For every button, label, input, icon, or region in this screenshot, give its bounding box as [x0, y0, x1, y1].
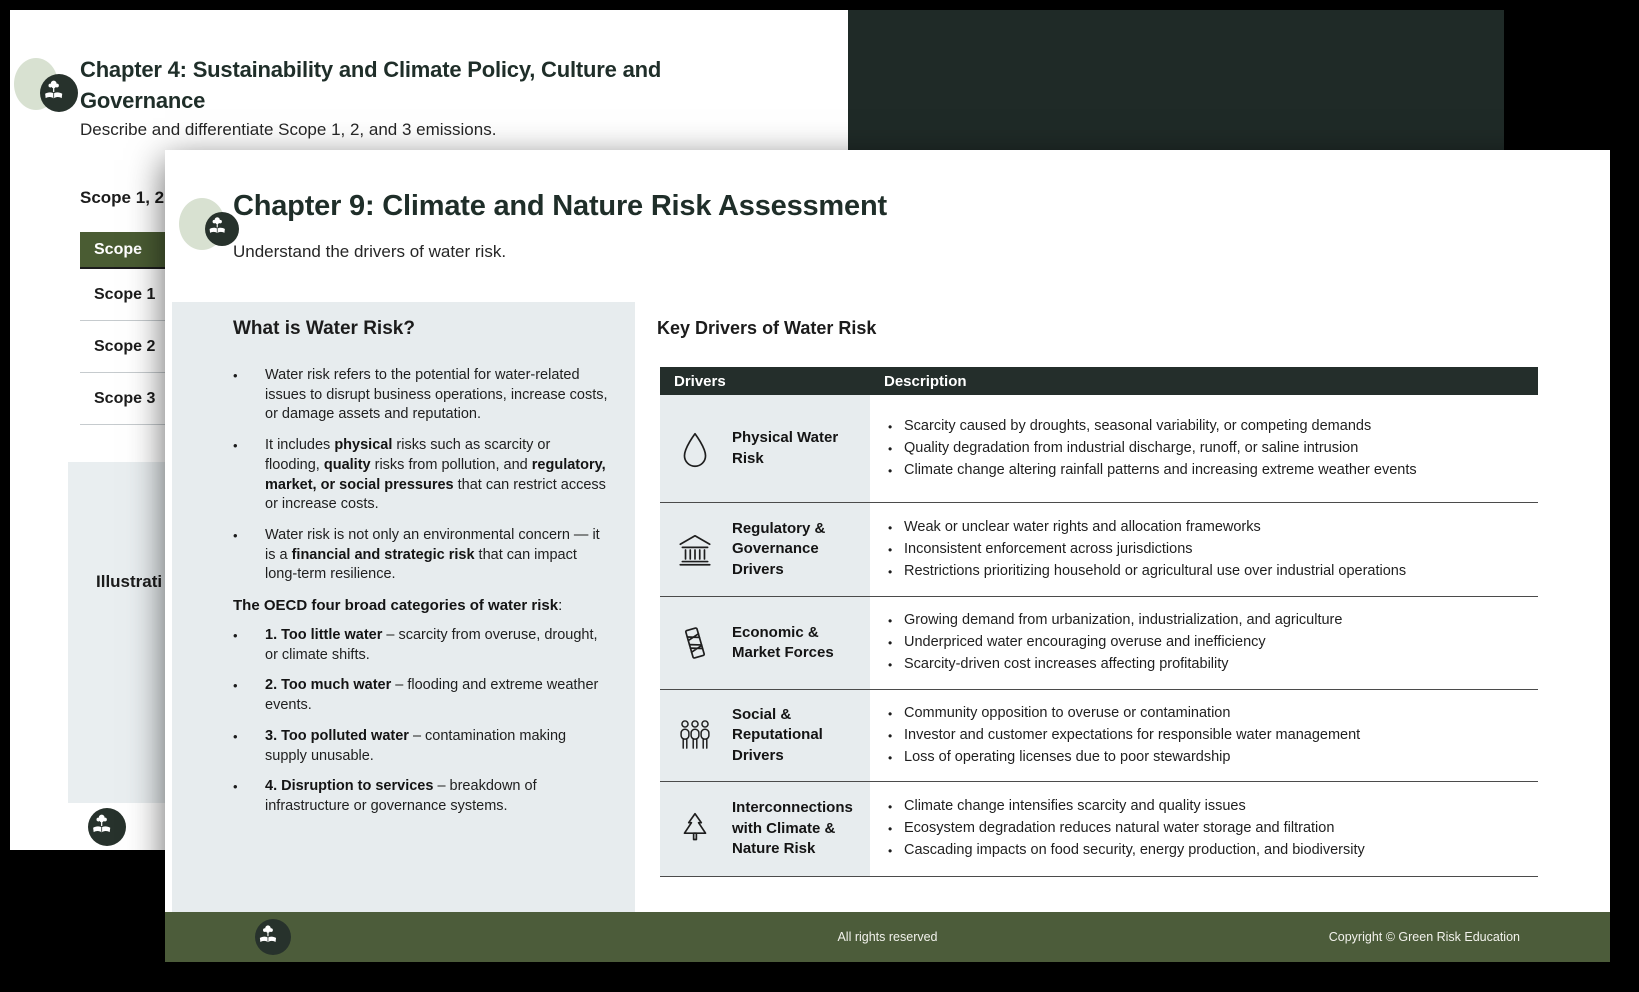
slide-accent-block	[848, 10, 1504, 155]
slide-footer	[165, 912, 1610, 962]
key-drivers-heading: Key Drivers of Water Risk	[657, 318, 877, 338]
bullet-text: Climate change altering rainfall patterns and increasing extreme weather events	[904, 461, 1417, 478]
driver-label: Regulatory & Governance Drivers	[732, 519, 826, 578]
bullet-text: Scarcity-driven cost increases affecting profitability	[904, 656, 1229, 672]
bullet-text: Community opposition to overuse or contamination	[904, 704, 1231, 721]
bullet-text: Cascading impacts on food security, energy production, and biodiversity	[904, 842, 1365, 858]
description-cell	[870, 597, 1538, 689]
list-item	[888, 632, 1342, 654]
list-item	[888, 517, 1406, 539]
description-cell	[870, 395, 1538, 502]
list-item	[888, 747, 1360, 769]
oecd-heading	[233, 597, 609, 614]
bullet-icon: •	[888, 822, 893, 836]
driver-label: Interconnections with Climate & Nature Risk	[732, 799, 853, 858]
bullet-text: Growing demand from urbanization, industrialization, and agriculture	[904, 612, 1343, 628]
bullet-icon: •	[233, 728, 238, 744]
bullet-icon: •	[888, 800, 893, 814]
bullet-text: Inconsistent enforcement across jurisdictions	[904, 540, 1193, 557]
description-column-header: Description	[884, 372, 967, 390]
list-item	[888, 703, 1360, 725]
driver-cell	[660, 597, 870, 689]
bullet-text: Water risk is not only an environmental concern — it is a financial and strategic risk that can impact long-term resilience.	[265, 526, 600, 583]
bullet-icon: •	[233, 438, 238, 454]
scope-section-heading: Scope 1, 2	[80, 188, 165, 207]
bullet-text: 1. Too little water – scarcity from overuse, drought, or climate shifts.	[265, 627, 598, 663]
bullet-icon: •	[888, 463, 893, 478]
drivers-table-header	[660, 367, 1538, 395]
bullet-icon: •	[233, 678, 238, 694]
list-item	[233, 366, 609, 425]
list-item	[888, 539, 1406, 561]
list-item	[888, 561, 1406, 583]
table-row	[660, 597, 1538, 690]
bullet-text: Quality degradation from industrial discharge, runoff, or saline intrusion	[904, 439, 1359, 456]
driver-cell	[660, 395, 870, 502]
bullet-text: Restrictions prioritizing household or agricultural use over industrial operations	[904, 562, 1407, 579]
list-item	[233, 727, 609, 766]
bullet-icon: •	[233, 368, 238, 383]
bullet-text: Underpriced water encouraging overuse and inefficiency	[904, 634, 1266, 650]
bullet-text: Investor and customer expectations for responsible water management	[904, 726, 1361, 743]
description-bullet-list	[870, 610, 1342, 676]
list-item	[233, 436, 609, 515]
people-icon	[675, 716, 715, 756]
bullet-icon: •	[888, 750, 893, 765]
table-row	[660, 690, 1538, 782]
slide-chapter9	[165, 150, 1610, 962]
tree-book-logo-icon	[40, 77, 78, 109]
bullet-icon: •	[888, 564, 893, 579]
chapter4-footer-logo	[88, 808, 126, 846]
bullet-icon: •	[888, 614, 893, 628]
driver-cell	[660, 690, 870, 781]
driver-cell	[660, 782, 870, 876]
description-cell	[870, 690, 1538, 781]
droplet-icon	[675, 429, 715, 469]
bullet-text: 2. Too much water – flooding and extreme weather events.	[265, 677, 599, 714]
bullet-icon: •	[233, 628, 238, 644]
bullet-icon: •	[888, 844, 893, 858]
description-bullet-list	[870, 517, 1406, 583]
bullet-text: Climate change intensifies scarcity and quality issues	[904, 798, 1246, 814]
footer-center-text: All rights reserved	[837, 930, 938, 944]
bullet-text: Ecosystem degradation reduces natural water storage and filtration	[904, 820, 1335, 836]
chapter4-subtitle: Describe and differentiate Scope 1, 2, and 3 emissions.	[80, 120, 497, 139]
list-item	[888, 416, 1417, 438]
chapter4-title-line2: Governance	[80, 88, 206, 113]
driver-label: Social & Reputational Drivers	[732, 705, 823, 764]
bullet-icon: •	[233, 527, 238, 543]
oecd-heading-bold: The OECD four broad categories of water risk	[233, 597, 559, 615]
bullet-text: 4. Disruption to services – breakdown of infrastructure or governance systems.	[265, 778, 537, 814]
driver-label: Economic & Market Forces	[732, 623, 834, 661]
list-item	[233, 676, 609, 715]
bullet-icon: •	[888, 419, 893, 434]
list-item	[888, 725, 1360, 747]
list-item	[888, 654, 1342, 676]
scope-row-label: Scope 1	[94, 285, 156, 303]
description-cell	[870, 782, 1538, 876]
list-item	[888, 818, 1365, 840]
chapter4-title	[80, 54, 800, 116]
bullet-text: Scarcity caused by droughts, seasonal variability, or competing demands	[904, 417, 1372, 434]
bullet-text: 3. Too polluted water – contamination making supply unusable.	[265, 727, 567, 764]
bullet-icon: •	[888, 728, 893, 743]
bullet-text: Water risk refers to the potential for water-related issues to disrupt business operations, increase costs, or damage assets and reputation.	[265, 367, 608, 423]
table-row	[660, 503, 1538, 597]
table-row	[660, 782, 1538, 877]
water-risk-panel	[172, 302, 635, 912]
chapter9-subtitle: Understand the drivers of water risk.	[233, 242, 507, 261]
water-risk-heading: What is Water Risk?	[233, 318, 415, 339]
list-item	[233, 626, 609, 665]
drivers-table-rows	[660, 395, 1538, 877]
list-item	[888, 840, 1365, 862]
driver-label: Physical Water Risk	[732, 429, 839, 467]
bullet-icon: •	[888, 658, 893, 672]
bullet-icon: •	[888, 520, 893, 535]
description-bullet-list	[870, 703, 1360, 769]
drivers-column-header: Drivers	[674, 372, 726, 390]
list-item	[888, 460, 1417, 482]
list-item	[233, 777, 609, 816]
list-item	[888, 438, 1417, 460]
chapter9-title: Chapter 9: Climate and Nature Risk Assessment	[233, 190, 887, 222]
list-item	[888, 796, 1365, 818]
bullet-text: Loss of operating licenses due to poor stewardship	[904, 748, 1231, 765]
oecd-list	[233, 626, 609, 817]
description-cell	[870, 503, 1538, 596]
bullet-icon: •	[888, 706, 893, 721]
list-item	[888, 610, 1342, 632]
logo-badge	[40, 74, 78, 112]
scope-row-label: Scope 2	[94, 337, 156, 355]
banknote-icon	[675, 623, 715, 663]
list-item	[233, 526, 609, 585]
bank-icon	[675, 530, 715, 570]
bullet-icon: •	[888, 542, 893, 557]
chapter4-title-line1: Chapter 4: Sustainability and Climate Policy, Culture and	[80, 57, 662, 82]
bullet-icon: •	[233, 779, 238, 795]
scope-table-header: Scope	[80, 232, 240, 269]
driver-cell	[660, 503, 870, 596]
water-risk-bullets	[233, 366, 609, 585]
description-bullet-list	[870, 416, 1417, 482]
scope-row-label: Scope 3	[94, 389, 156, 407]
bullet-text: Weak or unclear water rights and allocation frameworks	[904, 518, 1261, 535]
footer-copyright-text: Copyright © Green Risk Education	[1328, 930, 1520, 944]
oecd-heading-suffix: :	[558, 597, 563, 615]
illustration-label: Illustrati	[96, 572, 163, 591]
bullet-icon: •	[888, 441, 893, 456]
tree-book-logo-icon	[88, 811, 126, 843]
table-row	[660, 395, 1538, 503]
drivers-table	[660, 367, 1538, 877]
bullet-icon: •	[888, 636, 893, 650]
bullet-text: It includes physical risks such as scarcity or flooding, quality risks from pollution, and regulatory, market, or social pressures that can restrict access or increase costs.	[265, 437, 606, 513]
description-bullet-list	[870, 796, 1365, 862]
pine-tree-icon	[675, 809, 715, 849]
